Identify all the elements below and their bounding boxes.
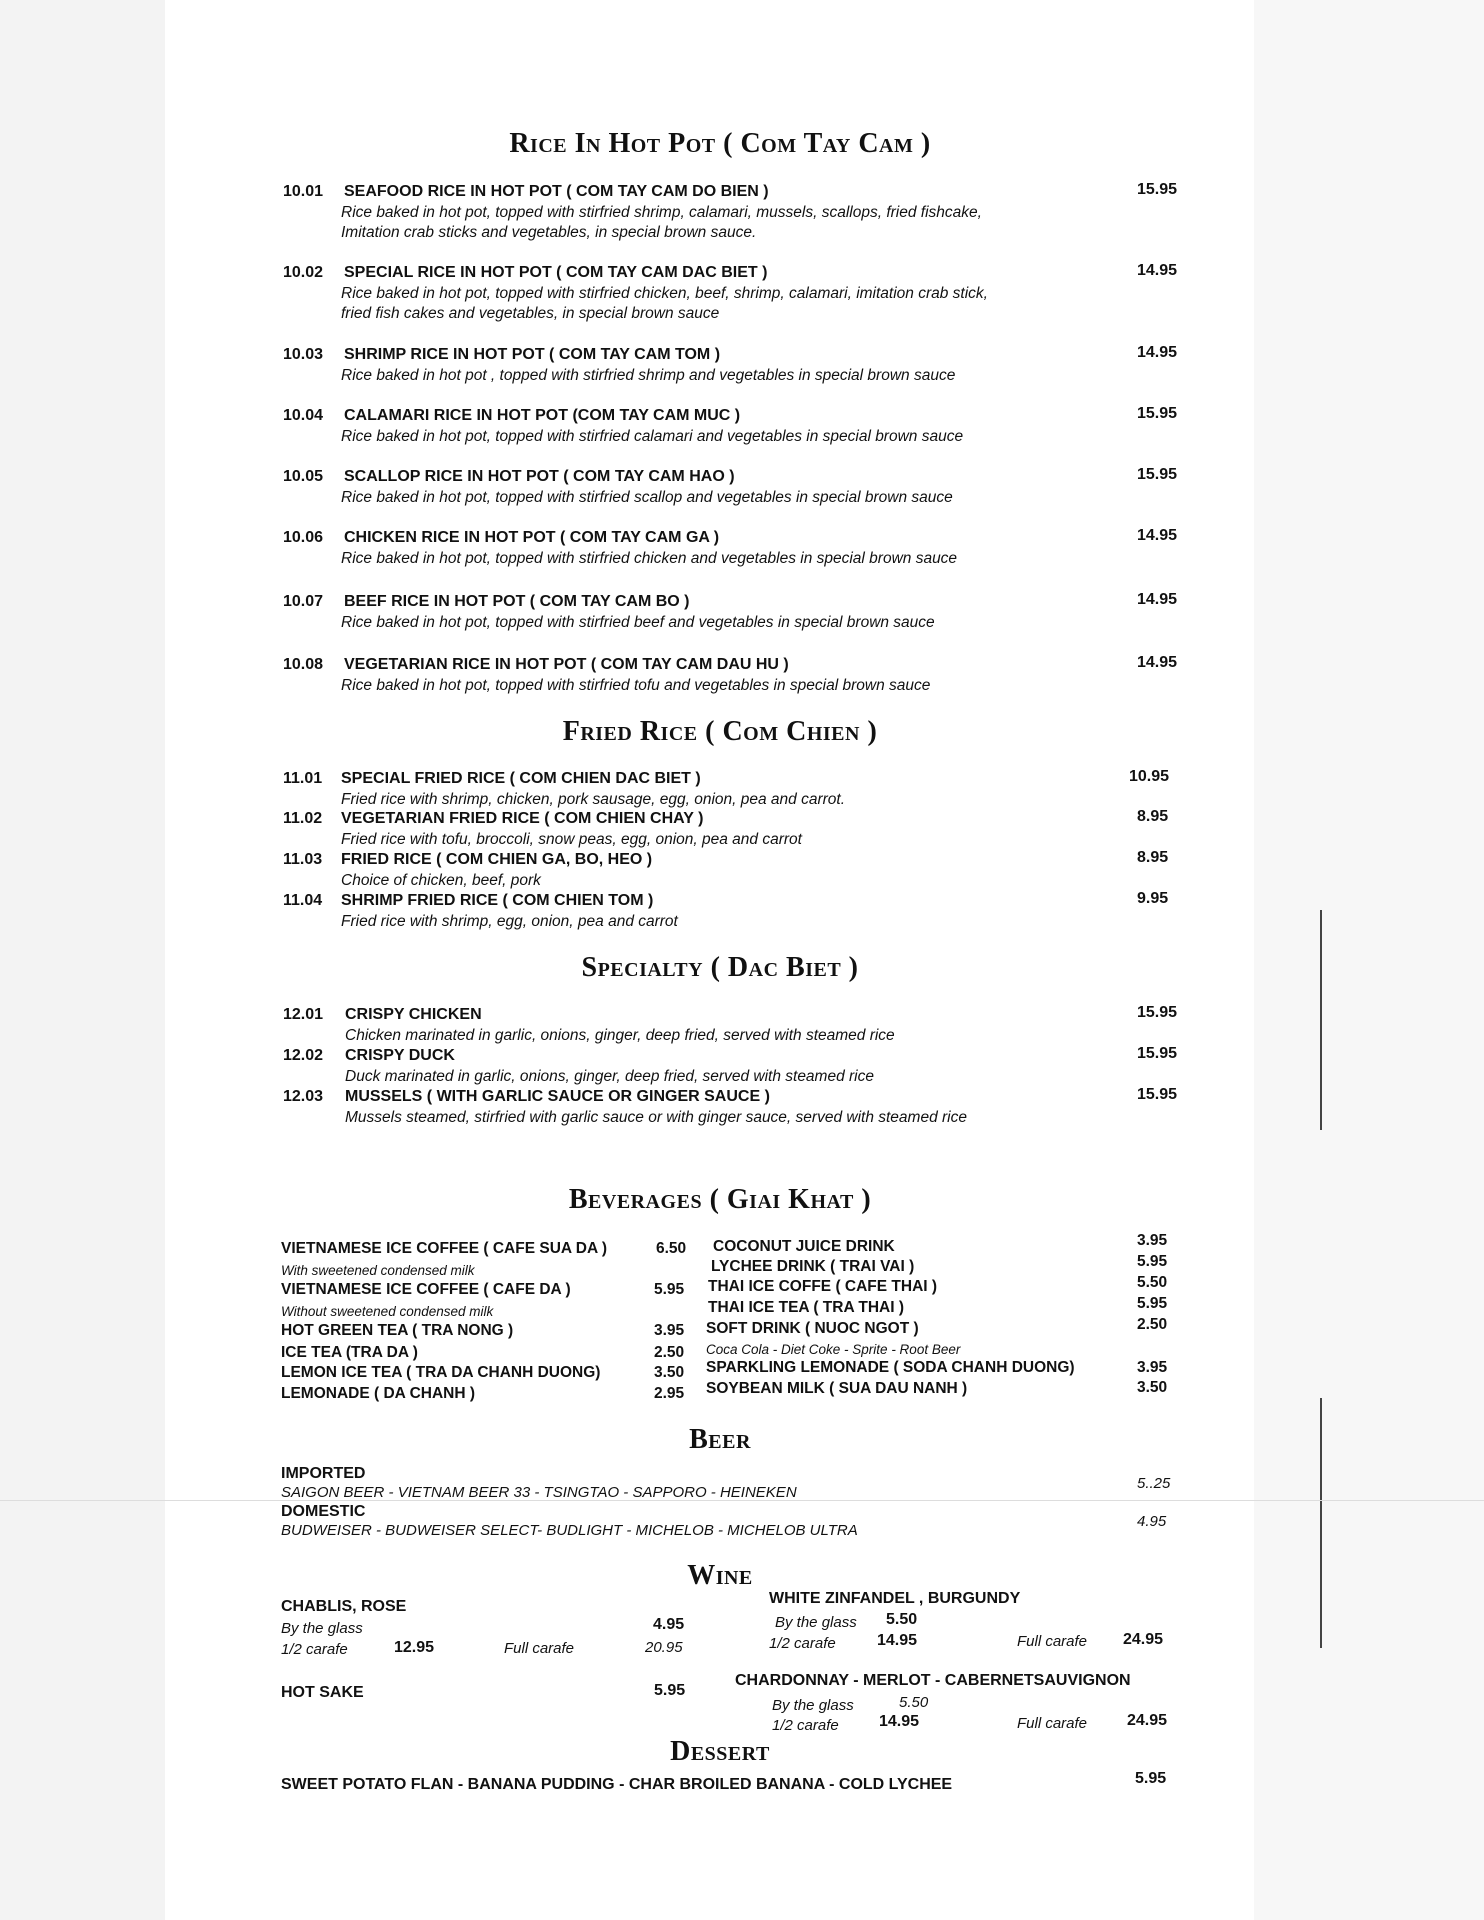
wine-chablis-rose: CHABLIS, ROSE [281, 1598, 407, 1615]
item-name: SHRIMP RICE IN HOT POT ( COM TAY CAM TOM ) [344, 346, 721, 363]
scan-line [1320, 910, 1322, 1130]
beverage-item: LYCHEE DRINK ( TRAI VAI ) [711, 1258, 915, 1275]
beer-imported-price: 5..25 [1137, 1475, 1171, 1492]
item-description: Rice baked in hot pot, topped with stirfried chicken, beef, shrimp, calamari, imitation crab stick, fried fish cakes and vegetables, in special brown sauce [341, 285, 988, 322]
section-title-wine: Wine [687, 1560, 753, 1591]
item-number: 10.03 [283, 346, 324, 363]
item-description: Duck marinated in garlic, onions, ginger, deep fried, served with steamed rice [345, 1068, 874, 1085]
beverage-note: Coca Cola - Diet Coke - Sprite - Root Beer [706, 1342, 961, 1357]
beer-domestic-price: 4.95 [1137, 1513, 1167, 1530]
item-number: 11.02 [283, 810, 323, 827]
item-description: Rice baked in hot pot, topped with stirfried scallop and vegetables in special brown sauce [341, 489, 953, 506]
beverage-item: LEMONADE ( DA CHANH ) [281, 1385, 476, 1402]
item-number: 11.04 [283, 892, 323, 909]
beer-imported-label: IMPORTED [281, 1465, 366, 1482]
beverage-item: SOFT DRINK ( NUOC NGOT ) [706, 1320, 919, 1337]
section-title-beverages: Beverages ( Giai Khat ) [568, 1184, 872, 1215]
beverage-price: 6.50 [656, 1240, 687, 1257]
item-name: SCALLOP RICE IN HOT POT ( COM TAY CAM HAO ) [344, 468, 735, 485]
beverage-price: 3.50 [1137, 1379, 1168, 1396]
wine-chardonnay-merlot-cabernet: CHARDONNAY - MERLOT - CABERNETSAUVIGNON [735, 1672, 1131, 1689]
item-name: SHRIMP FRIED RICE ( COM CHIEN TOM ) [341, 892, 654, 909]
beverage-item: SPARKLING LEMONADE ( SODA CHANH DUONG) [706, 1359, 1075, 1376]
item-price: 8.95 [1137, 849, 1169, 866]
beer-imported-list: SAIGON BEER - VIETNAM BEER 33 - TSINGTAO - SAPPORO - HEINEKEN [281, 1484, 797, 1501]
item-price: 15.95 [1137, 405, 1178, 422]
item-name: SPECIAL FRIED RICE ( COM CHIEN DAC BIET ) [341, 770, 701, 787]
item-description: Rice baked in hot pot, topped with stirfried chicken and vegetables in special brown sauce [341, 550, 958, 567]
item-name: MUSSELS ( WITH GARLIC SAUCE OR GINGER SAUCE ) [345, 1088, 770, 1105]
wine-chablis-glass-price: 4.95 [653, 1616, 685, 1633]
beverage-item: ICE TEA (TRA DA ) [281, 1344, 418, 1361]
item-name: CHICKEN RICE IN HOT POT ( COM TAY CAM GA ) [344, 529, 720, 546]
beverage-price: 5.95 [654, 1281, 685, 1298]
beverage-item: VIETNAMESE ICE COFFEE ( CAFE SUA DA ) [281, 1240, 608, 1257]
section-title-rice: Rice In Hot Pot ( Com Tay Cam ) [509, 128, 931, 159]
item-number: 10.05 [283, 468, 324, 485]
beer-domestic-list: BUDWEISER - BUDWEISER SELECT- BUDLIGHT - MICHELOB - MICHELOB ULTRA [281, 1522, 858, 1539]
wine-white-zin-half-price: 14.95 [877, 1632, 918, 1649]
item-description: Chicken marinated in garlic, onions, ginger, deep fried, served with steamed rice [345, 1027, 895, 1044]
item-price: 14.95 [1137, 344, 1178, 361]
item-number: 11.03 [283, 851, 323, 868]
item-number: 10.01 [283, 183, 324, 200]
item-description: Rice baked in hot pot, topped with stirfried beef and vegetables in special brown sauce [341, 614, 935, 631]
item-number: 10.02 [283, 264, 324, 281]
beverage-price: 2.50 [654, 1344, 685, 1361]
item-price: 15.95 [1137, 1004, 1178, 1021]
beverage-item: HOT GREEN TEA ( TRA NONG ) [281, 1322, 514, 1339]
item-price: 15.95 [1137, 1045, 1178, 1062]
item-name: CRISPY CHICKEN [345, 1006, 482, 1023]
wine-white-zinfandel-burgundy: WHITE ZINFANDEL , BURGUNDY [769, 1590, 1021, 1607]
dessert-price: 5.95 [1135, 1770, 1167, 1787]
item-price: 10.95 [1129, 768, 1170, 785]
wine-chard-half-price: 14.95 [879, 1713, 920, 1730]
beverage-note: Without sweetened condensed milk [281, 1304, 494, 1319]
beverage-item: COCONUT JUICE DRINK [713, 1238, 895, 1255]
wine-by-glass-label: By the glass [281, 1620, 363, 1637]
item-price: 15.95 [1137, 466, 1178, 483]
item-number: 10.07 [283, 593, 324, 610]
item-name: BEEF RICE IN HOT POT ( COM TAY CAM BO ) [344, 593, 690, 610]
wine-by-glass-label: By the glass [775, 1614, 857, 1631]
section-title-dessert: Dessert [670, 1736, 770, 1767]
item-name: FRIED RICE ( COM CHIEN GA, BO, HEO ) [341, 851, 653, 868]
section-title-beer: Beer [689, 1424, 751, 1455]
item-name: SEAFOOD RICE IN HOT POT ( COM TAY CAM DO BIEN ) [344, 183, 769, 200]
item-price: 14.95 [1137, 262, 1178, 279]
hot-sake-price: 5.95 [654, 1682, 686, 1699]
item-number: 12.02 [283, 1047, 324, 1064]
beverage-price: 5.95 [1137, 1253, 1168, 1270]
item-number: 10.08 [283, 656, 324, 673]
item-price: 8.95 [1137, 808, 1169, 825]
item-number: 10.04 [283, 407, 324, 424]
beverage-price: 5.95 [1137, 1295, 1168, 1312]
beverage-price: 3.95 [1137, 1359, 1168, 1376]
item-price: 14.95 [1137, 654, 1178, 671]
wine-half-carafe-label: 1/2 carafe [772, 1717, 839, 1734]
beverage-price: 5.50 [1137, 1274, 1168, 1291]
wine-chablis-full-price: 20.95 [645, 1639, 683, 1656]
beverage-item: THAI ICE TEA ( TRA THAI ) [708, 1299, 905, 1316]
item-name: VEGETARIAN RICE IN HOT POT ( COM TAY CAM DAU HU ) [344, 656, 789, 673]
item-description: Fried rice with shrimp, chicken, pork sausage, egg, onion, pea and carrot. [341, 791, 846, 808]
wine-half-carafe-label: 1/2 carafe [769, 1635, 836, 1652]
dessert-list: SWEET POTATO FLAN - BANANA PUDDING - CHAR BROILED BANANA - COLD LYCHEE [281, 1776, 953, 1793]
item-name: SPECIAL RICE IN HOT POT ( COM TAY CAM DAC BIET ) [344, 264, 768, 281]
beer-domestic-label: DOMESTIC [281, 1503, 366, 1520]
item-number: 12.03 [283, 1088, 324, 1105]
wine-chablis-half-price: 12.95 [394, 1639, 435, 1656]
beverage-price: 2.95 [654, 1385, 685, 1402]
wine-full-carafe-label: Full carafe [504, 1640, 575, 1657]
item-description: Rice baked in hot pot, topped with stirfried calamari and vegetables in special brown sauce [341, 428, 964, 445]
section-title-fried-rice: Fried Rice ( Com Chien ) [562, 716, 878, 747]
item-description: Rice baked in hot pot, topped with stirfried shrimp, calamari, mussels, scallops, fried fishcake, Imitation crab sticks and vegetables, in special brown sauce. [341, 204, 982, 241]
item-number: 10.06 [283, 529, 324, 546]
item-name: CALAMARI RICE IN HOT POT (COM TAY CAM MUC ) [344, 407, 741, 424]
item-description: Rice baked in hot pot , topped with stirfried shrimp and vegetables in special brown sauce [341, 367, 956, 384]
beverage-price: 3.95 [654, 1322, 685, 1339]
item-name: VEGETARIAN FRIED RICE ( COM CHIEN CHAY ) [341, 810, 704, 827]
beverage-item: THAI ICE COFFE ( CAFE THAI ) [708, 1278, 938, 1295]
wine-by-glass-label: By the glass [772, 1697, 854, 1714]
item-price: 15.95 [1137, 181, 1178, 198]
item-description: Fried rice with tofu, broccoli, snow peas, egg, onion, pea and carrot [341, 831, 802, 848]
beverage-price: 3.50 [654, 1364, 685, 1381]
beverage-price: 2.50 [1137, 1316, 1168, 1333]
item-description: Rice baked in hot pot, topped with stirfried tofu and vegetables in special brown sauce [341, 677, 931, 694]
item-description: Fried rice with shrimp, egg, onion, pea and carrot [341, 913, 678, 930]
beverage-item: VIETNAMESE ICE COFFEE ( CAFE DA ) [281, 1281, 571, 1298]
wine-full-carafe-label: Full carafe [1017, 1633, 1088, 1650]
item-price: 9.95 [1137, 890, 1169, 907]
beverage-item: LEMON ICE TEA ( TRA DA CHANH DUONG) [281, 1364, 601, 1381]
beverage-price: 3.95 [1137, 1232, 1168, 1249]
item-price: 14.95 [1137, 591, 1178, 608]
wine-white-zin-full-price: 24.95 [1123, 1631, 1164, 1648]
wine-white-zin-glass-price: 5.50 [886, 1611, 918, 1628]
wine-half-carafe-label: 1/2 carafe [281, 1641, 348, 1658]
item-price: 15.95 [1137, 1086, 1178, 1103]
item-description: Choice of chicken, beef, pork [341, 872, 541, 889]
wine-chard-full-price: 24.95 [1127, 1712, 1168, 1729]
item-number: 11.01 [283, 770, 323, 787]
item-description: Mussels steamed, stirfried with garlic sauce or with ginger sauce, served with steamed rice [345, 1109, 967, 1126]
wine-full-carafe-label: Full carafe [1017, 1715, 1088, 1732]
wine-chard-glass-price: 5.50 [899, 1694, 929, 1711]
item-number: 12.01 [283, 1006, 324, 1023]
item-name: CRISPY DUCK [345, 1047, 455, 1064]
section-title-specialty: Specialty ( Dac Biet ) [581, 952, 859, 983]
hot-sake: HOT SAKE [281, 1684, 364, 1701]
beverage-item: SOYBEAN MILK ( SUA DAU NANH ) [706, 1380, 968, 1397]
beverage-note: With sweetened condensed milk [281, 1263, 475, 1278]
item-price: 14.95 [1137, 527, 1178, 544]
